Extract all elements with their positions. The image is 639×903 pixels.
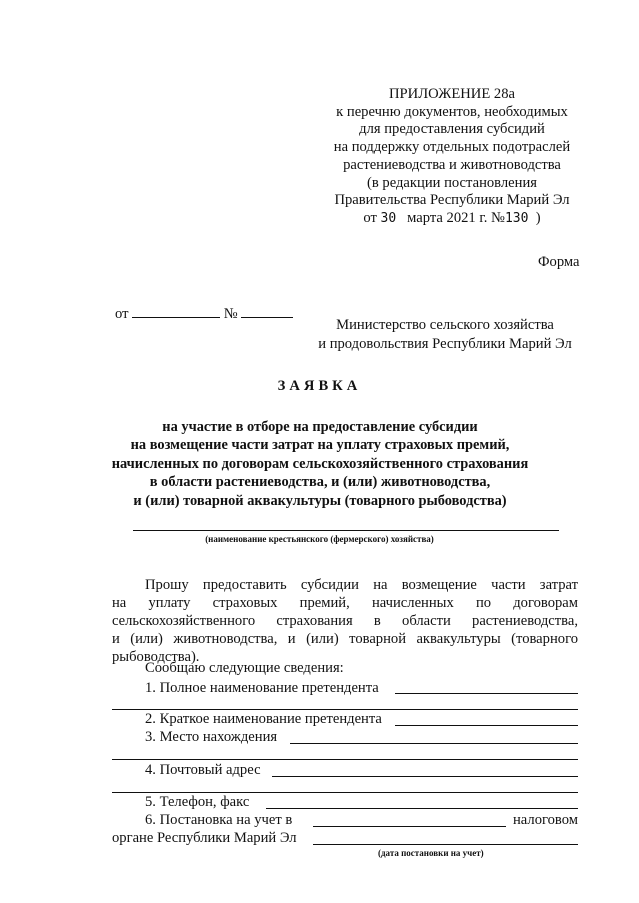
tax-registration-date-input-line[interactable] — [313, 844, 578, 845]
appendix-line: (в редакции постановления — [367, 174, 537, 191]
from-label: от — [115, 306, 129, 322]
appendix-header — [312, 86, 592, 228]
location-input-line[interactable] — [290, 743, 578, 744]
appendix-line: на поддержку отдельных подотраслей — [333, 139, 571, 156]
from-row — [115, 303, 293, 323]
field-tax-registration-label-2: налоговом — [513, 812, 578, 828]
number-label: № — [223, 306, 238, 322]
date-prefix: от — [363, 209, 377, 226]
field-tax-organ-label: органе Республики Марий Эл — [112, 830, 297, 846]
phone-fax-input-line[interactable] — [266, 808, 578, 809]
subtitle-line: на участие в отборе на предоставление субсидии — [162, 419, 478, 435]
field-phone-fax-label: 5. Телефон, факс — [145, 794, 250, 810]
postal-address-input-line[interactable] — [272, 776, 578, 777]
subtitle-line: на возмещение части затрат на уплату страховых премий, — [130, 437, 510, 454]
info-intro: Сообщаю следующие сведения: — [145, 660, 344, 676]
short-name-input-line[interactable] — [395, 725, 578, 726]
paragraph-line: на уплату страховых премий, начисленных по договорам — [112, 595, 578, 611]
request-paragraph — [112, 576, 578, 666]
field-short-name-label: 2. Краткое наименование претендента — [145, 711, 382, 727]
date-input-line[interactable] — [132, 303, 220, 318]
number-input-line[interactable] — [241, 303, 293, 318]
paragraph-line: сельскохозяйственного страхования в области растениеводства, — [112, 613, 578, 629]
decree-number: 130 — [504, 210, 529, 226]
field-full-name-label: 1. Полное наименование претендента — [145, 680, 379, 696]
appendix-line: растениеводства и животноводства — [343, 156, 561, 173]
appendix-line: Правительства Республики Марий Эл — [334, 192, 570, 209]
subtitle-line: в области растениеводства, и (или) животноводства, — [149, 474, 491, 491]
field-tax-registration-label: 6. Постановка на учет в — [145, 812, 293, 828]
paragraph-line: Прошу предоставить субсидии на возмещение части затрат — [145, 577, 578, 593]
addressee — [300, 316, 590, 354]
full-name-input-line-2[interactable] — [112, 709, 578, 710]
document-title: ЗАЯВКА — [277, 378, 362, 394]
field-location-label: 3. Место нахождения — [145, 729, 278, 745]
paragraph-line: рыбоводства). — [112, 649, 200, 665]
farm-name-caption: (наименование крестьянского (фермерского) хозяйства) — [205, 534, 434, 544]
appendix-date-line — [312, 210, 592, 228]
farm-name-input-line[interactable] — [133, 530, 559, 531]
tax-registration-input-line[interactable] — [313, 826, 506, 827]
tax-registration-date-caption: (дата постановки на учет) — [378, 848, 484, 858]
subtitle-line: начисленных по договорам сельскохозяйственного страхования — [111, 455, 529, 472]
date-month-year: марта 2021 г. № — [407, 209, 505, 226]
paragraph-line: и (или) животноводства, и (или) товарной аквакультуры (товарного — [112, 631, 578, 647]
close-paren: ) — [535, 209, 541, 226]
subtitle-line: и (или) товарной аквакультуры (товарного рыбоводства) — [133, 492, 507, 509]
field-postal-address-label: 4. Почтовый адрес — [145, 762, 261, 778]
location-input-line-2[interactable] — [112, 759, 578, 760]
form-label: Форма — [538, 254, 580, 270]
addressee-line: Министерство сельского хозяйства — [336, 317, 554, 333]
full-name-input-line[interactable] — [395, 693, 578, 694]
date-day: 30 — [380, 210, 397, 226]
addressee-line: и продовольствия Республики Марий Эл — [318, 336, 572, 352]
appendix-title: ПРИЛОЖЕНИЕ 28а — [389, 86, 515, 102]
appendix-line: к перечню документов, необходимых — [336, 103, 568, 120]
postal-address-input-line-2[interactable] — [112, 792, 578, 793]
document-subtitle — [110, 418, 530, 510]
appendix-line: для предоставления субсидий — [359, 121, 545, 138]
